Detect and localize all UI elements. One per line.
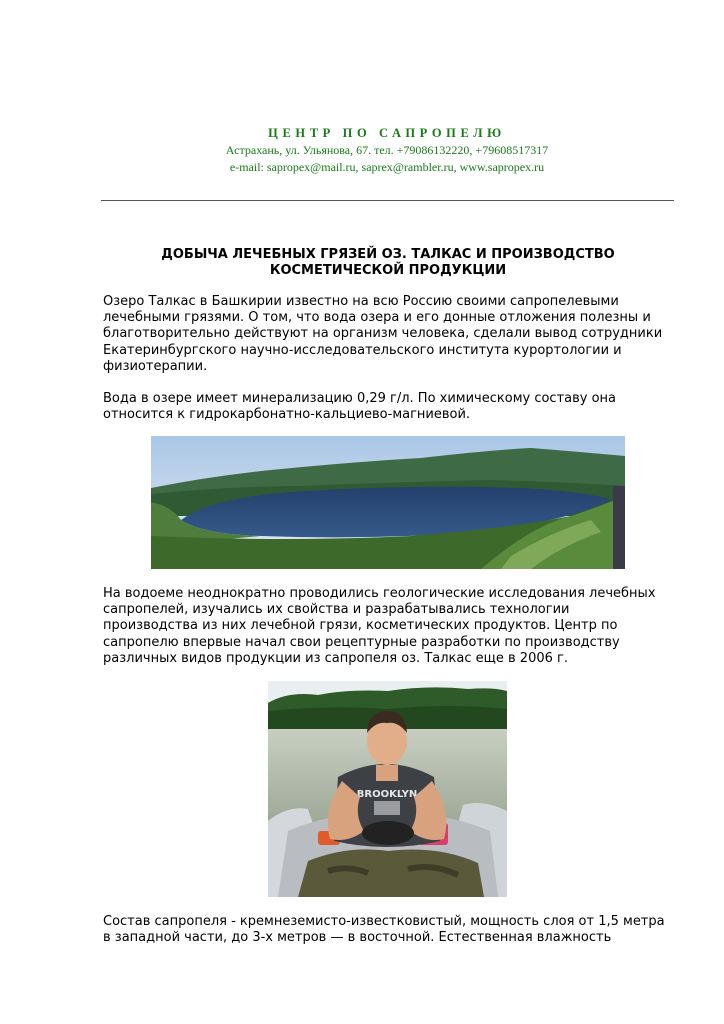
header-divider bbox=[101, 200, 674, 201]
paragraph-line: лечебными грязями. О том, что вода озера и его донные отложения полезны и bbox=[103, 310, 651, 326]
paragraph-line: физиотерапии. bbox=[103, 358, 208, 374]
paragraph-3 bbox=[103, 586, 683, 667]
paragraph-line: Екатеринбургского научно-исследовательского института курортологии и bbox=[103, 342, 622, 358]
paragraph-line: Вода в озере имеет минерализацию 0,29 г/л. По химическому составу она bbox=[103, 391, 617, 406]
header-address: Астрахань, ул. Ульянова, 67. тел. +79086132220, +79608517317 bbox=[225, 143, 549, 157]
article-title-line-2: КОСМЕТИЧЕСКОЙ ПРОДУКЦИИ bbox=[269, 263, 507, 278]
paragraph-line: производства из них лечебной грязи, косметических продуктов. Центр по bbox=[103, 618, 618, 634]
paragraph-line: Состав сапропеля - кремнеземисто-известковистый, мощность слоя от 1,5 метра bbox=[103, 914, 665, 929]
paragraph-line: сапропелей, изучались их свойства и разрабатывались технологии bbox=[103, 602, 570, 618]
shirt-print: BROOKLYN bbox=[356, 789, 418, 800]
paragraph-4 bbox=[103, 914, 683, 946]
man-in-boat-photo bbox=[268, 681, 507, 897]
paragraph-line: относится к гидрокарбонатно-кальциево-магниевой. bbox=[103, 407, 471, 423]
paragraph-line: Озеро Талкас в Башкирии известно на всю Россию своими сапропелевыми bbox=[103, 294, 619, 309]
article-title-line-1: ДОБЫЧА ЛЕЧЕБНЫХ ГРЯЗЕЙ ОЗ. ТАЛКАС И ПРОИЗВОДСТВО bbox=[161, 247, 615, 262]
paragraph-line: сапропелю впервые начал свои рецептурные разработки по производству bbox=[103, 634, 620, 650]
lake-panorama-photo bbox=[151, 436, 625, 569]
article-title bbox=[103, 247, 673, 279]
paragraph-line: На водоеме неоднократно проводились геологические исследования лечебных bbox=[103, 586, 656, 601]
paragraph-line: различных видов продукции из сапропеля оз. Талкас еще в 2006 г. bbox=[103, 650, 568, 666]
organization-name: ЦЕНТР ПО САПРОПЕЛЮ bbox=[268, 126, 506, 140]
paragraph-line: в западной части, до 3-х метров — в восточной. Естественная влажность bbox=[103, 930, 612, 946]
paragraph-line: благотворительно действуют на организм человека, сделали вывод сотрудники bbox=[103, 326, 663, 342]
header-contacts: e-mail: sapropex@mail.ru, saprex@rambler.ru, www.sapropex.ru bbox=[229, 160, 545, 174]
paragraph-1 bbox=[103, 294, 683, 375]
paragraph-2 bbox=[103, 391, 683, 423]
